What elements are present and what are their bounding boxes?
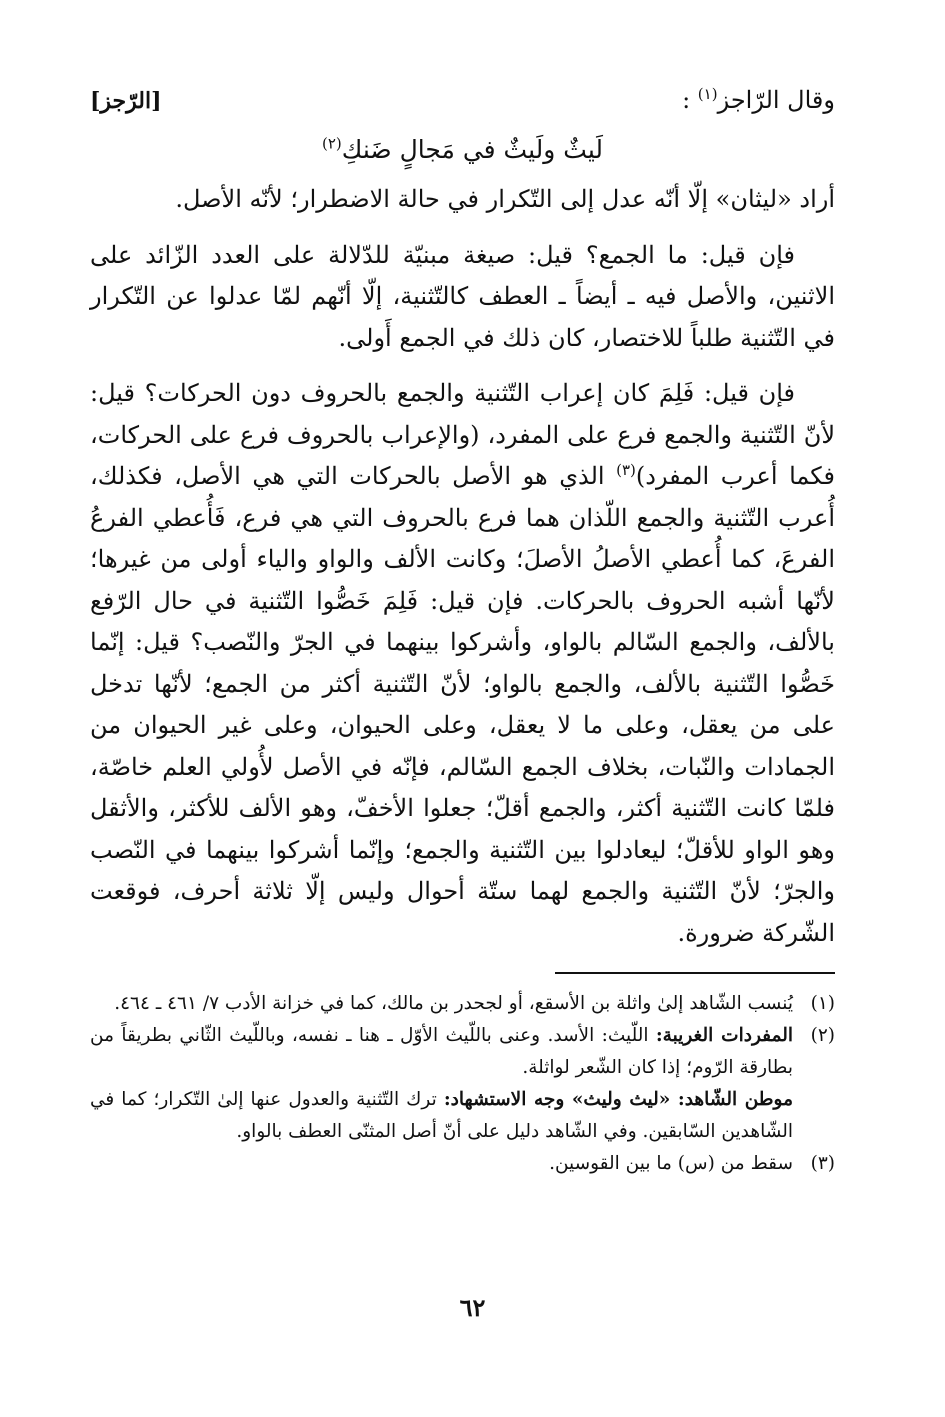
footnote-number: (١): [810, 993, 835, 1014]
poem-header: [90, 78, 835, 123]
footnote-ref-1: (١): [697, 85, 718, 103]
footnote-number: (٣): [810, 1153, 835, 1174]
paragraph-3-part-1: فإن قيل: فَلِمَ كان إعراب التّثنية والجمع بالحروف دون الحركات؟ قيل: لأنّ التّثنية والجمع فرع على المفرد، (والإعراب بالحروف فرع على الحركات، فكما أعرب المفرد): [90, 379, 835, 490]
footnote-divider: [555, 972, 835, 974]
footnote-number: (٢): [810, 1025, 835, 1046]
footnote-text: يُنسب الشّاهد إلىٰ واثلة بن الأسقع، أو لجحدر بن مالك، كما في خزانة الأدب ٧/ ٤٦١ ـ ٤٦٤.: [114, 993, 793, 1014]
poem-intro: وقال الرّاجز$^{(١)}$ :: [682, 85, 835, 114]
footnote-ref-3: (٣): [616, 461, 636, 479]
footnote-text: سقط من (س) ما بين القوسين.: [549, 1153, 793, 1174]
footnote-label: المفردات الغريبة:: [655, 1025, 793, 1046]
footnote-label: موطن الشّاهد: «ليث وليث» وجه الاستشهاد:: [443, 1089, 793, 1110]
footnote-text: المفردات الغريبة: اللّيث: الأسد. وعنى باللّيث الأوّل ـ هنا ـ نفسه، وباللّيث الثّاني بطريقاً من بطارقة الرّوم؛ إذا كان الشّعر لواثلة. موطن الشّاهد: «ليث وليث» وجه الاستشهاد: ترك التّثنية والعدول عنها إلىٰ التّكرار؛ كما في الشّاهدين السّابقين. وفي الشّاهد دليل على أنّ أصل المثنّى العطف بالواو.: [90, 1025, 793, 1142]
footnote-3: [90, 1148, 835, 1180]
paragraph-3: [90, 373, 835, 954]
footnote-2: [90, 1020, 835, 1148]
page-body: [90, 78, 835, 1417]
footnote-1: [90, 988, 835, 1020]
poem-verse: [90, 127, 835, 173]
paragraph-1: أراد «ليثان» إلّا أنّه عدل إلى التّكرار في حالة الاضطرار؛ لأنّه الأصل.: [175, 185, 835, 213]
verse-text: لَيثٌ ولَيثٌ في مَجالٍ ضَنكِ: [341, 135, 603, 164]
paragraph-2: فإن قيل: ما الجمع؟ قيل: صيغة مبنيّة للدّلالة على العدد الزّائد على الاثنين، والأصل فيه ـ أيضاً ـ العطف كالتّثنية، إلّا أنّهم لمّا عدلوا عن التّكرار في التّثنية طلباً للاختصار، كان ذلك في الجمع أَولى.: [90, 240, 835, 352]
footnote-ref-2: (٢): [322, 134, 342, 153]
footnotes: [90, 988, 835, 1180]
page-number: ٦٢: [459, 1293, 486, 1322]
paragraph-3-part-2: الذي هو الأصل بالحركات التي هي الأصل، فكذلك، أُعرب التّثنية والجمع اللّذان هما فرع بالحروف التي هي فرع، فَأُعطي الفرعُ الفرعَ، كما أُعطي الأصلُ الأصلَ؛ وكانت الألف والواو والياء أولى من غيرها؛ لأنّها أشبه الحروف بالحركات. فإن قيل: فَلِمَ خَصُّوا التّثنية في حال الرّفع بالألف، والجمع السّالم بالواو، وأشركوا بينهما في الجرّ والنّصب؟ قيل: إنّما خَصُّوا التّثنية بالألف، والجمع بالواو؛ لأنّ التّثنية أكثر من الجمع؛ لأنّها تدخل على من يعقل، وعلى ما لا يعقل، وعلى الحيوان، وعلى غير الحيوان من الجمادات والنّبات، بخلاف الجمع السّالم، فإنّه في الأصل لأُولي العلم خاصّة، فلمّا كانت التّثنية أكثر، والجمع أقلّ؛ جعلوا الأخفّ، وهو الألف للأكثر، والأثقل وهو الواو للأقلّ؛ ليعادلوا بين التّثنية والجمع؛ وإنّما أشركوا بينهما في النّصب والجرّ؛ لأنّ التّثنية والجمع لهما ستّة أحوال وليس إلّا ثلاثة أحرف، فوقعت الشّركة ضرورة.: [90, 462, 835, 947]
meter-label: [الرّجز]: [90, 88, 162, 114]
